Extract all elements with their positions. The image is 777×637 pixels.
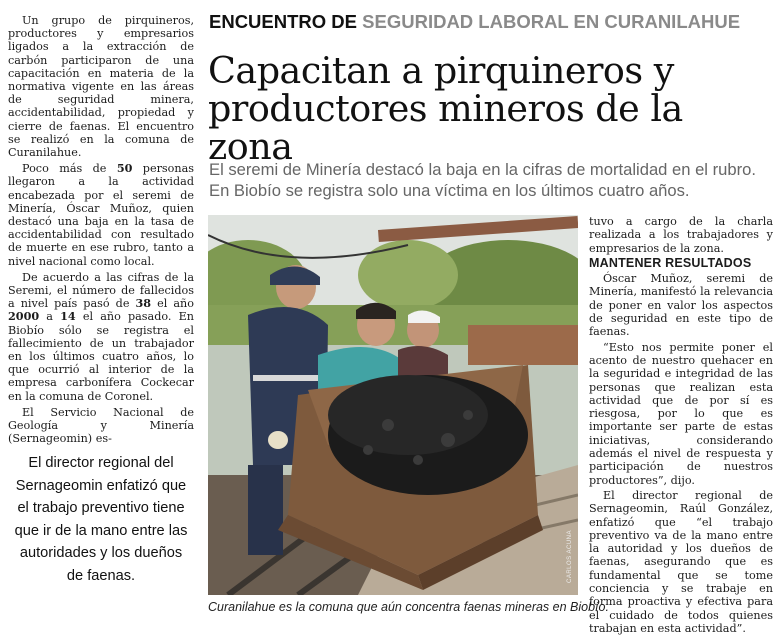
left-article-column — [8, 14, 194, 449]
right-article-column — [589, 215, 773, 637]
photo-caption: Curanilahue es la comuna que aún concentra faenas mineras en Biobío. — [208, 600, 609, 614]
fatalities-last-year: 14 — [60, 309, 76, 324]
left-paragraph-4: El Servicio Nacional de Geología y Minería (Sernageomin) es- — [8, 405, 194, 446]
kicker-lead: ENCUENTRO DE — [209, 11, 358, 32]
kicker — [209, 11, 740, 33]
right-paragraph-2: Óscar Muñoz, seremi de Minería, manifestó la relevancia de poner en valor los aspectos de seguridad en este tipo de faenas. — [589, 272, 773, 339]
fatalities-2000: 38 — [135, 296, 152, 311]
mining-photo-illustration — [208, 215, 578, 595]
left-paragraph-3: De acuerdo a las cifras de la Seremi, el número de fallecidos a nivel país pasó de 38 el año 2000 a 14 el año pasado. En Biobío sólo se registra el fallecimiento de un trabajador en los últimos cuatro años, lo que ocurrió al interior de la empresa carbonífera Cockecar en la comuna de Coronel. — [8, 270, 194, 403]
kicker-topic: SEGURIDAD LABORAL EN CURANILAHUE — [362, 11, 741, 32]
year-2000: 2000 — [8, 309, 40, 324]
right-paragraph-3: “Esto nos permite poner el acento de nuestro quehacer en la seguridad e integridad de las personas que realizan esta actividad que de por sí es riesgosa, por lo que es importante ser parte de estas iniciativas, considerando además el nivel de respuesta y participación de nuestros productores”, dijo. — [589, 340, 773, 487]
attendee-count: 50 — [116, 161, 133, 176]
right-paragraph-4: El director regional de Sernageomin, Raúl González, enfatizó que “el trabajo preventivo va de la mano entre la autoridad y los dueños de faenas, asegurando que es fundamental que se tome conciencia y se trabaje en forma proactiva y efectiva para el cuidado de todos quienes trabajan en esta actividad”. — [589, 488, 773, 635]
left-paragraph-2: Poco más de 50 personas llegaron a la actividad encabezada por el seremi de Minería, Óscar Muñoz, quien destacó una baja en la tasa de accidentabilidad con resultado de muerte en ese rubro, tanto a nivel nacional como local. — [8, 161, 195, 268]
right-paragraph-1: tuvo a cargo de la charla realizada a los trabajadores y empresarios de la zona. — [589, 215, 773, 255]
pull-quote: El director regional del Sernageomin enfatizó que el trabajo preventivo tiene que ir de la mano entre las autoridades y los dueños de faenas. — [14, 455, 188, 584]
section-subhead: MANTENER RESULTADOS — [589, 255, 752, 270]
headline: Capacitan a pirquineros y productores mineros de la zona — [208, 49, 683, 168]
article-photo — [208, 215, 578, 595]
deck-subheadline: El seremi de Minería destacó la baja en la cifras de mortalidad en el rubro. En Biobío se registra solo una víctima en los últimos cuatro años. — [209, 160, 756, 200]
photo-credit: CARLOS ACUÑA — [567, 530, 573, 584]
left-paragraph-1: Un grupo de pirquineros, productores y empresarios ligados a la extracción de carbón participaron de una capacitación en materia de la normativa vigente en las áreas de seguridad minera, accidentabilidad, propiedad y cierre de faenas. El encuentro se realizó en la comuna de Curanilahue. — [8, 14, 194, 160]
